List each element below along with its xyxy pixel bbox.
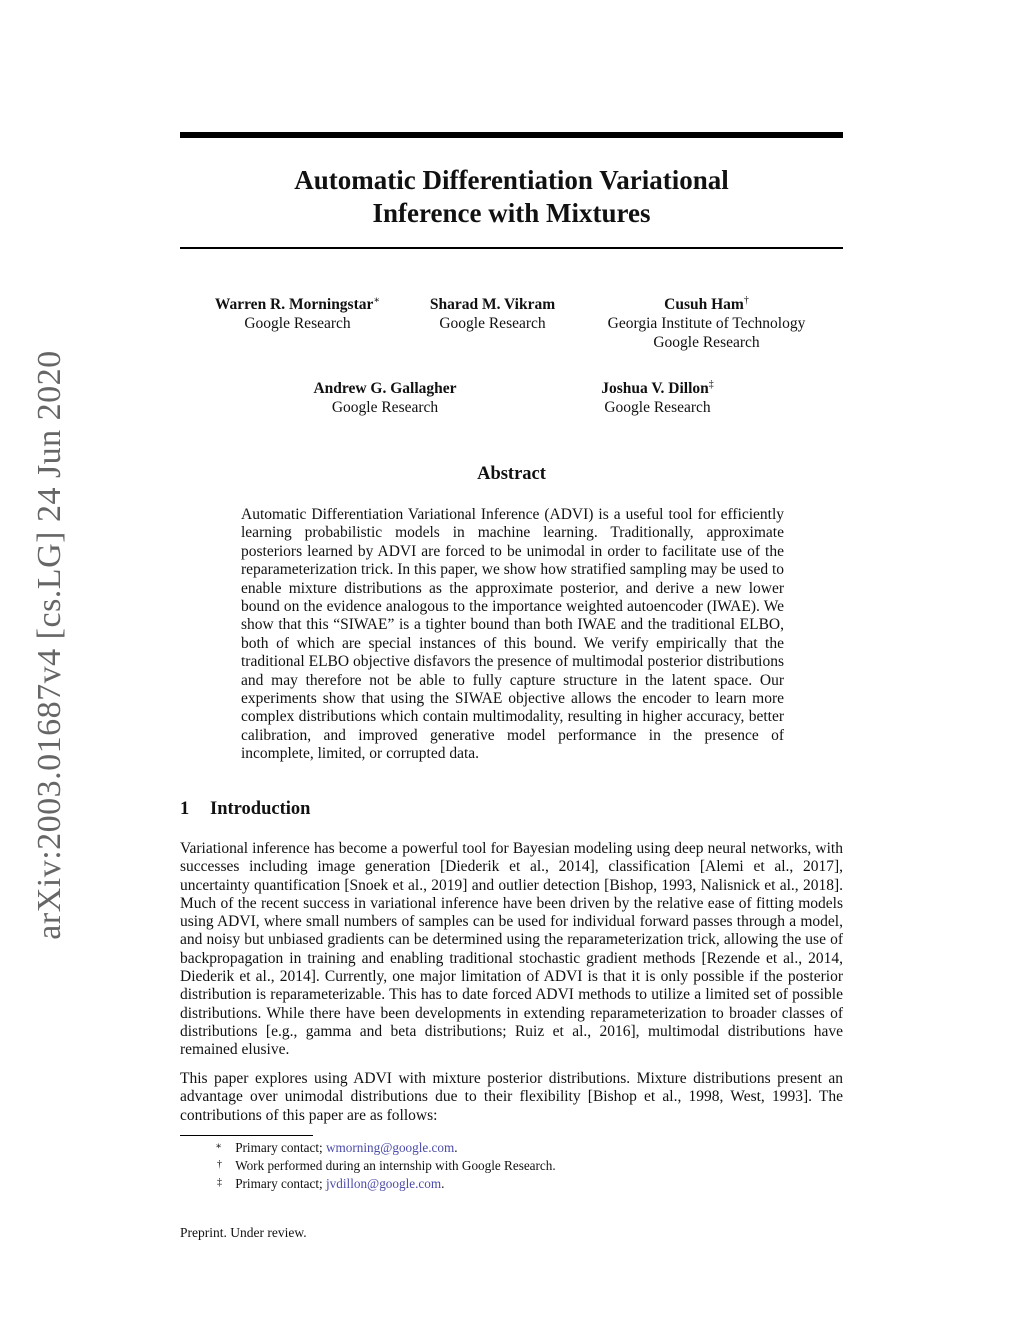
author-affiliation: Georgia Institute of Technology xyxy=(607,315,806,332)
footnote xyxy=(180,1138,843,1157)
author-affiliation: Google Research xyxy=(331,399,439,416)
title-rule-top xyxy=(180,132,843,138)
footnote-text: Primary contact; xyxy=(235,1140,327,1155)
author-footnote-mark: ∗ xyxy=(373,295,381,306)
paper-title xyxy=(180,164,843,230)
author-block xyxy=(410,295,575,333)
title-line-2: Inference with Mixtures xyxy=(372,198,651,228)
author-name: Andrew G. Gallagher xyxy=(313,380,457,397)
author-affiliation: Google Research xyxy=(604,399,711,416)
author-affiliation: Google Research xyxy=(439,315,546,332)
footnote-rule xyxy=(180,1135,313,1136)
author-affiliation: Google Research xyxy=(653,334,760,351)
arxiv-identifier: arXiv:2003.01687v4 [cs.LG] 24 Jun 2020 xyxy=(31,350,68,940)
author-footnote-mark: † xyxy=(743,295,749,306)
title-rule-bottom xyxy=(180,247,843,249)
footnote-end: . xyxy=(454,1140,458,1155)
footnote-text: Work performed during an internship with Google Research. xyxy=(235,1158,556,1173)
footnote xyxy=(180,1156,843,1175)
author-name: Sharad M. Vikram xyxy=(429,296,556,313)
footnote-mark: † xyxy=(217,1159,222,1170)
footnote-mark: ‡ xyxy=(217,1177,222,1188)
intro-paragraph-1: Variational inference has become a powerful tool for Bayesian modeling using deep neural networks, with successes including image generation [Diederik et al., 2014], classification [Alemi et al., 2017], uncertainty quantification [Snoek et al., 2019] and outlier detection [Bishop, 1993, Nalisnick et al., 2018]. Much of the recent success in variational inference have been driven by the relative ease of fitting models using ADVI, where small numbers of samples can be used for individual forward passes through a model, and noisy but unbiased gradients can be determined using the reparameterization trick, allowing the use of backpropagation in training and enabling traditional stochastic gradient methods [Rezende et al., 2014, Diederik et al., 2014]. Currently, one major limitation of ADVI is that it is only possible if the posterior distribution is reparameterizable. This has to date forced ADVI methods to utilize a limited set of possible distributions. While there have been developments in extending reparameterization to broader classes of distributions [e.g., gamma and beta distributions; Ruiz et al., 2016], multimodal distributions have remained elusive. xyxy=(180,840,843,1059)
author-name: Cusuh Ham xyxy=(664,296,744,313)
email-link[interactable]: wmorning@google.com xyxy=(326,1140,455,1155)
footnote-text: Primary contact; xyxy=(235,1176,327,1191)
footnote xyxy=(180,1174,843,1193)
footnote-end: . xyxy=(441,1176,445,1191)
abstract-text: Automatic Differentiation Variational Inference (ADVI) is a useful tool for efficiently learning probabilistic models in machine learning. Traditionally, approximate posteriors learned by ADVI are forced to be unimodal in order to facilitate use of the reparameterization trick. In this paper, we show how stratified sampling may be used to enable mixture distributions as the approximate posterior, and derive a new lower bound on the evidence analogous to the importance weighted autoencoder (IWAE). We show that this “SIWAE” is a tighter bound than both IWAE and the traditional ELBO, both of which are special instances of this bound. We verify empirically that the traditional ELBO objective disfavors the presence of multimodal posterior distributions and may therefore not be able to fully capture structure in the latent space. Our experiments show that using the SIWAE objective allows the encoder to learn more complex distributions which contain multimodality, resulting in higher accuracy, better calibration, and improved generative model performance in the presence of incomplete, limited, or corrupted data. xyxy=(241,506,785,763)
section-title: Introduction xyxy=(210,799,311,819)
section-heading xyxy=(180,798,843,820)
author-block xyxy=(205,295,390,333)
abstract-heading: Abstract xyxy=(477,464,546,484)
section-number: 1 xyxy=(180,799,190,819)
preprint-footer: Preprint. Under review. xyxy=(180,1225,307,1240)
author-block xyxy=(590,295,823,352)
intro-paragraph-2: This paper explores using ADVI with mixture posterior distributions. Mixture distributions present an advantage over unimodal distributions due to their flexibility [Bishop et al., 1998, West, 1993]. The contributions of this paper are as follows: xyxy=(180,1070,843,1124)
email-link[interactable]: jvdillon@google.com xyxy=(326,1176,442,1191)
author-name: Warren R. Morningstar xyxy=(214,296,374,313)
author-name: Joshua V. Dillon xyxy=(601,380,709,397)
author-block xyxy=(295,379,475,417)
author-affiliation: Google Research xyxy=(244,315,351,332)
arxiv-stamp-strip xyxy=(0,0,80,1325)
author-footnote-mark: ‡ xyxy=(708,379,714,390)
title-line-1: Automatic Differentiation Variational xyxy=(294,165,729,195)
author-block xyxy=(585,379,730,417)
footnote-mark: ∗ xyxy=(215,1141,222,1152)
